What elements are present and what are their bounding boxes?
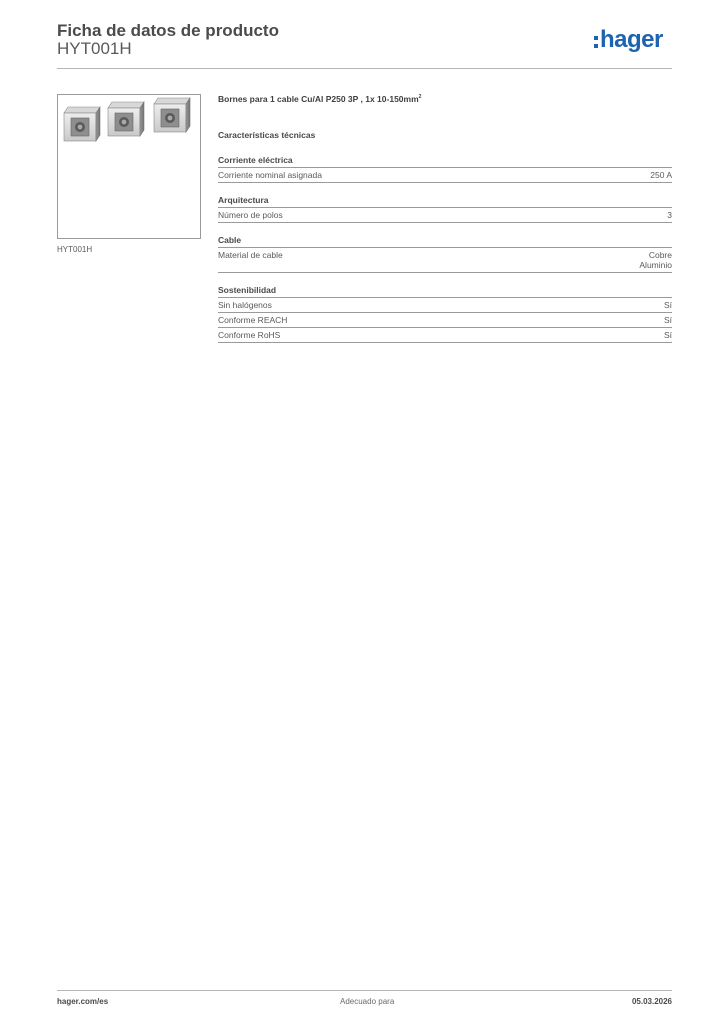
hager-logo	[594, 28, 663, 52]
footer-website: hager.com/es	[57, 997, 109, 1006]
terminal-blocks-icon	[58, 95, 200, 238]
section-electric	[218, 155, 672, 183]
row-label: Material de cable	[218, 250, 283, 260]
logo-dots-icon	[594, 36, 598, 48]
table-row	[218, 313, 672, 328]
row-value: 250 A	[650, 170, 672, 180]
product-name	[218, 94, 672, 104]
table-row	[218, 298, 672, 313]
table-row	[218, 248, 672, 273]
product-details	[218, 94, 672, 355]
footer-date: 05.03.2026	[631, 997, 672, 1006]
section-sustainability	[218, 285, 672, 343]
section-title: Corriente eléctrica	[218, 155, 672, 168]
product-image	[57, 94, 201, 239]
row-label: Corriente nominal asignada	[218, 170, 322, 180]
section-title: Sostenibilidad	[218, 285, 672, 298]
table-row	[218, 168, 672, 183]
row-label: Conforme REACH	[218, 315, 288, 325]
section-cable	[218, 235, 672, 273]
footer-divider	[57, 990, 672, 991]
logo-text: hager	[600, 26, 663, 53]
table-row	[218, 208, 672, 223]
row-value: 3	[667, 210, 672, 220]
row-value: Sí	[663, 330, 672, 340]
image-caption: HYT001H	[57, 245, 93, 254]
row-label: Número de polos	[218, 210, 283, 220]
section-architecture	[218, 195, 672, 223]
product-code: HYT001H	[57, 39, 132, 58]
header-divider	[57, 68, 672, 69]
row-value-line: Cobre	[648, 250, 672, 260]
product-name-superscript: 2	[418, 94, 422, 101]
row-value: Sí	[663, 315, 672, 325]
product-name-text: Bornes para 1 cable Cu/Al P250 3P , 1x 10-150mm	[218, 94, 419, 104]
section-title: Arquitectura	[218, 195, 672, 208]
row-value: Sí	[663, 300, 672, 310]
footer-center-text: Adecuado para	[340, 997, 395, 1006]
row-label: Conforme RoHS	[218, 330, 281, 340]
tech-heading: Características técnicas	[218, 130, 316, 140]
row-value-line: Aluminio	[639, 260, 672, 270]
section-title: Cable	[218, 235, 672, 248]
table-row	[218, 328, 672, 343]
row-label: Sin halógenos	[218, 300, 272, 310]
row-value	[639, 250, 672, 270]
page-title: Ficha de datos de producto	[57, 21, 279, 40]
